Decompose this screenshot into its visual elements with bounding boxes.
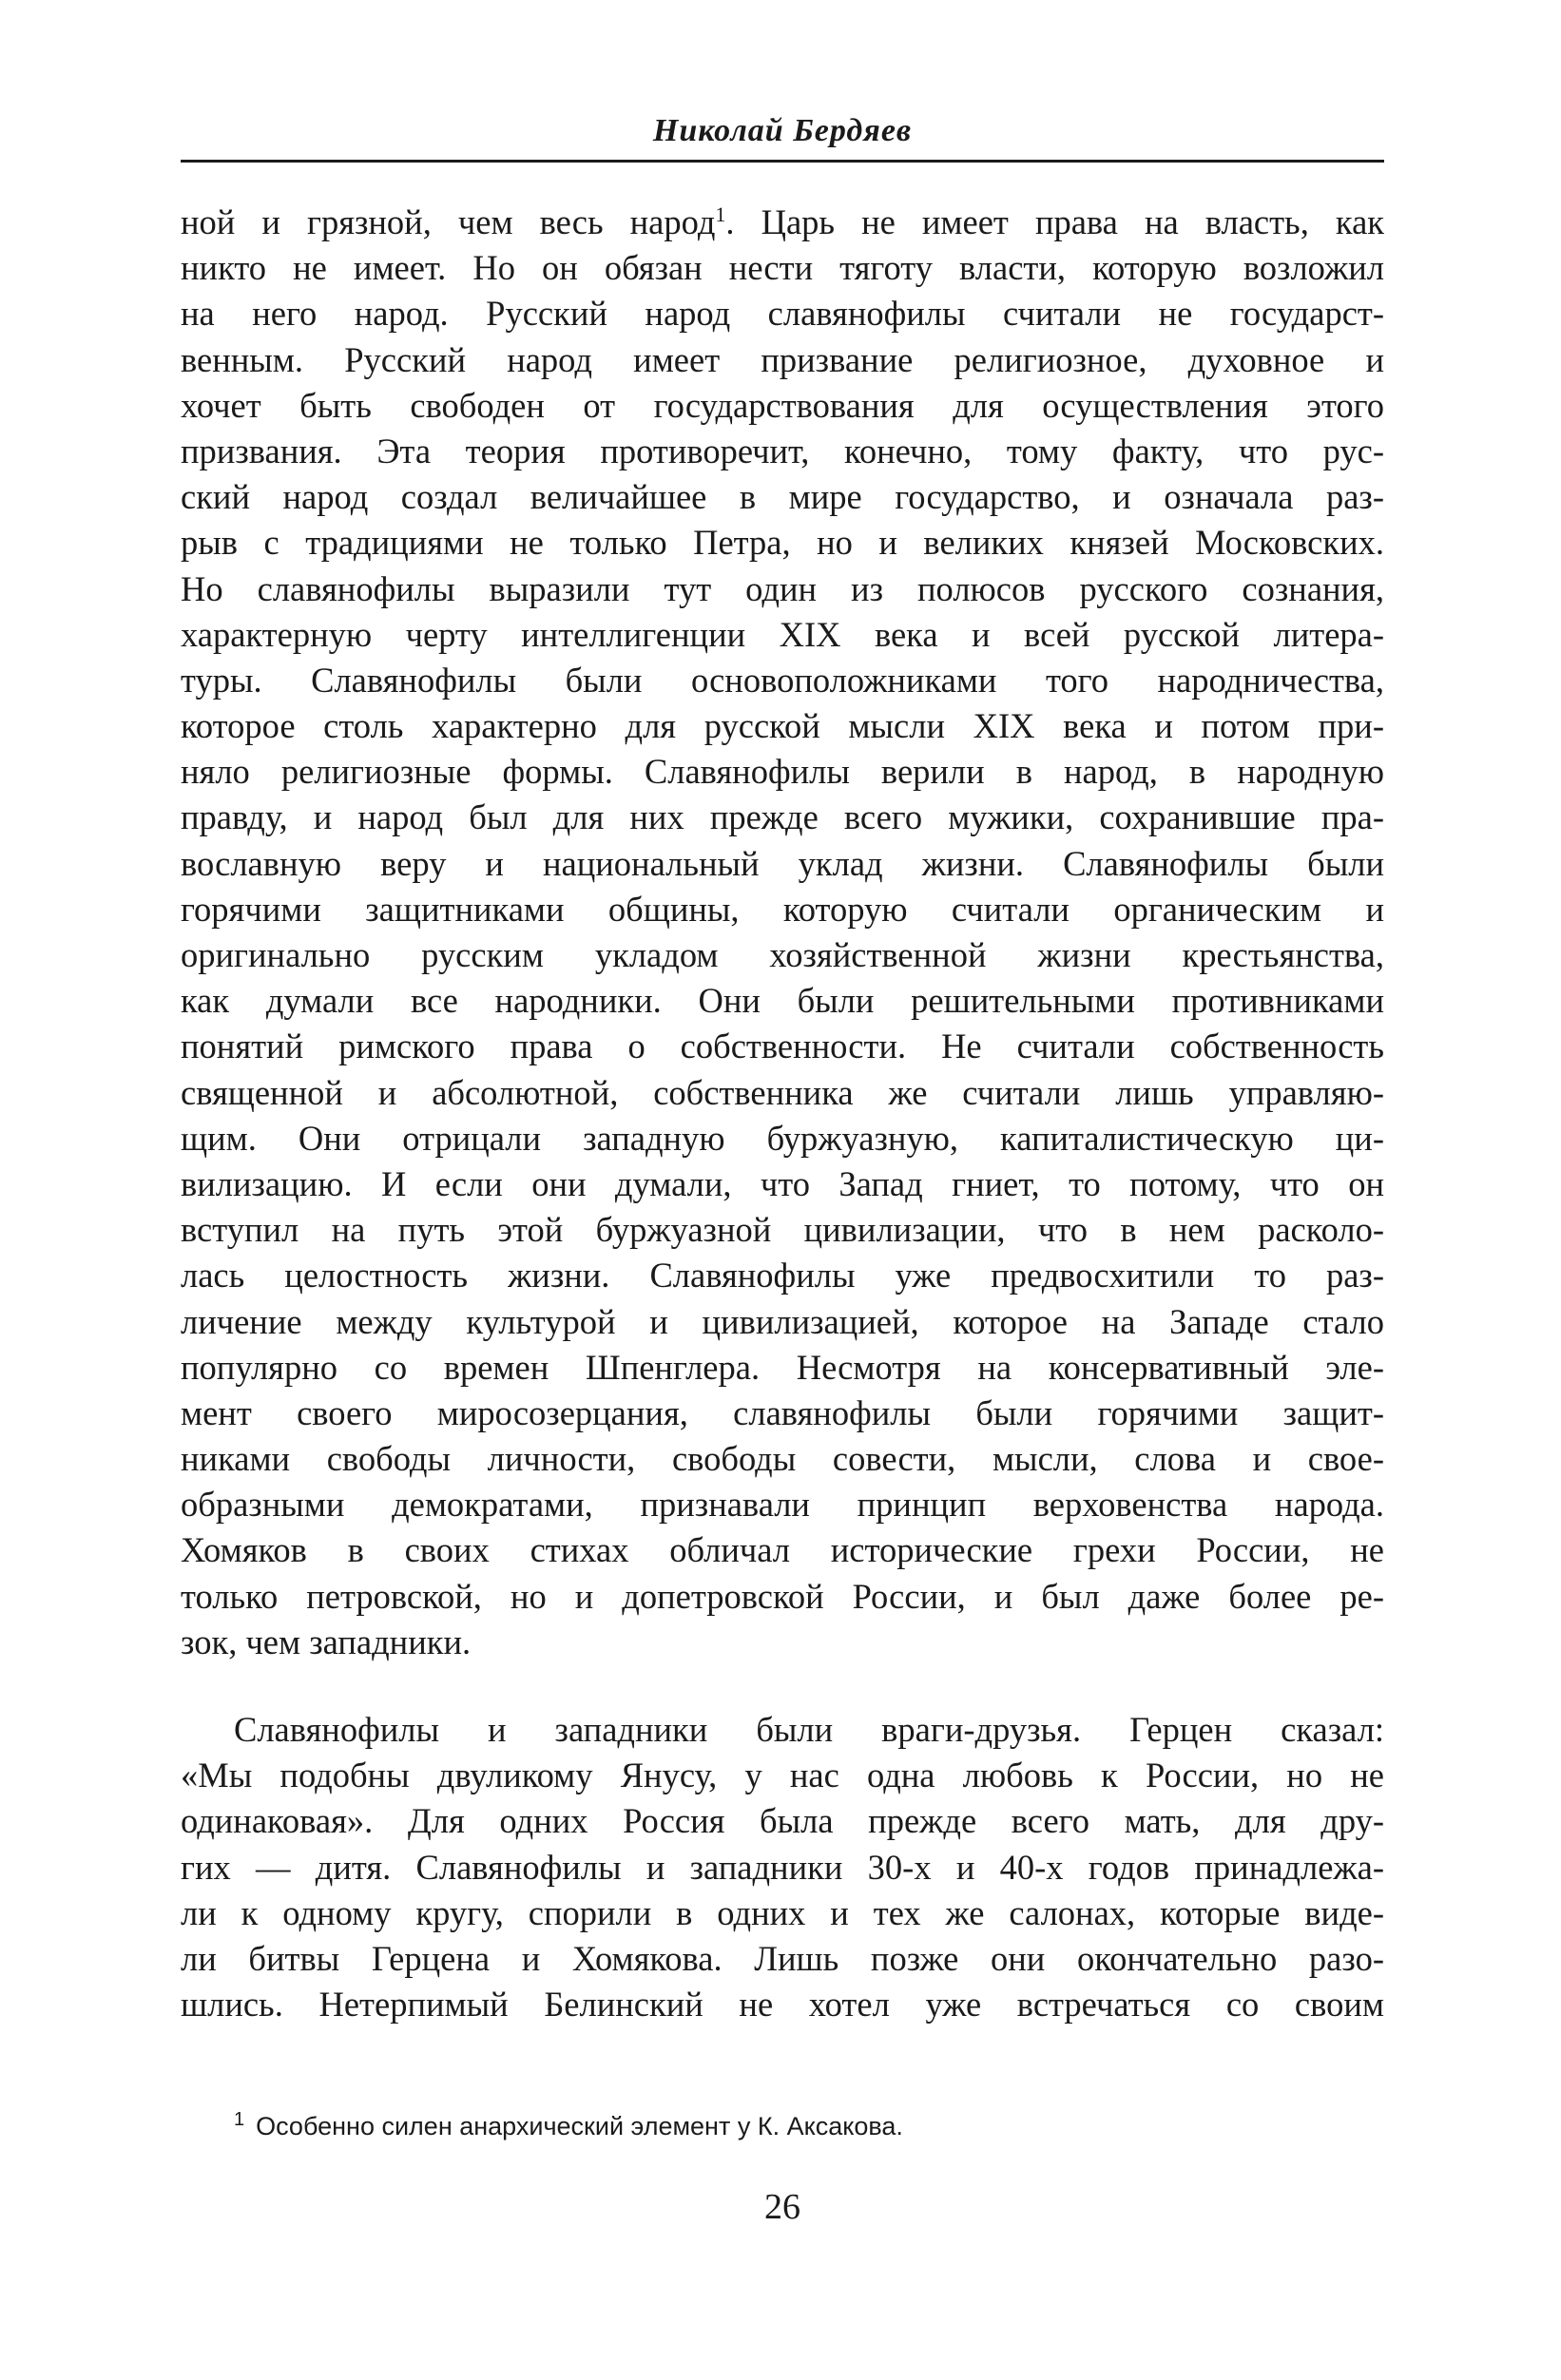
footnote-reference[interactable]: 1 (715, 202, 726, 226)
text-line: Хомяков в своих стихах обличал исторические грехи России, не (181, 1530, 1384, 1570)
text-line: мент своего миросозерцания, славянофилы были горячими защит- (181, 1392, 1384, 1432)
text-line: рыв с традициями не только Петра, но и великих князей Московских. (181, 523, 1384, 563)
text-line: «Мы подобны двуликому Янусу, у нас одна любовь к России, но не (181, 1756, 1384, 1795)
text-line: туры. Славянофилы были основоположниками того народничества, (181, 660, 1384, 700)
text-line: как думали все народники. Они были решительными противниками (181, 981, 1384, 1021)
text-line: понятий римского права о собственности. Не считали собственность (181, 1027, 1384, 1066)
page-number: 26 (764, 2187, 800, 2227)
footnote-text: Особенно силен анархический элемент у К. Аксакова. (256, 2112, 903, 2140)
text-line: щим. Они отрицали западную буржуазную, капиталистическую ци- (181, 1118, 1384, 1158)
text-line: ли к одному кругу, спорили в одних и тех же салонах, которые виде- (181, 1892, 1384, 1932)
main-text (181, 200, 1384, 2027)
text-line: только петровской, но и допетровской России, и был даже более ре- (181, 1576, 1384, 1616)
text-line: одинаковая». Для одних Россия была прежде всего мать, для дру- (181, 1801, 1384, 1841)
text-line: оригинально русским укладом хозяйственной жизни крестьянства, (181, 935, 1384, 974)
footnote: 1 Особенно силен анархический элемент у К. Аксакова. (234, 2109, 903, 2140)
text-line: никами свободы личности, свободы совести, мысли, слова и свое- (181, 1439, 1384, 1479)
text-line: призвания. Эта теория противоречит, конечно, тому факту, что рус- (181, 431, 1384, 470)
text-line-end: . Царь не имеет права на власть, как (725, 202, 1384, 241)
text-line: шлись. Нетерпимый Белинский не хотел уже встречаться со своим (181, 1985, 1384, 2025)
text-line: горячими защитниками общины, которую считали органическим и (181, 889, 1384, 929)
text-line: няло религиозные формы. Славянофилы верили в народ, в народную (181, 752, 1384, 792)
text-line (181, 200, 1384, 245)
text-line: правду, и народ был для них прежде всего мужики, сохранившие пра- (181, 797, 1384, 837)
text-line: Но славянофилы выразили тут один из полюсов русского сознания, (181, 568, 1384, 608)
text-line: вославную веру и национальный уклад жизни. Славянофилы были (181, 843, 1384, 883)
text-line: которое столь характерно для русской мысли XIX века и потом при- (181, 706, 1384, 746)
text-line: зок, чем западники. (181, 1622, 472, 1661)
text-line: ский народ создал величайшее в мире государство, и означала раз- (181, 477, 1384, 517)
text-line: священной и абсолютной, собственника же считали лишь управляю- (181, 1072, 1384, 1112)
text-line: никто не имеет. Но он обязан нести тяготу власти, которую возложил (181, 248, 1384, 288)
text-line: популярно со времен Шпенглера. Несмотря на консервативный эле- (181, 1347, 1384, 1387)
paragraph-2 (181, 1707, 1384, 2027)
text-line: характерную черту интеллигенции XIX века и всей русской литера- (181, 614, 1384, 654)
running-head-author: Николай Бердяев (652, 113, 913, 148)
text-line: гих — дитя. Славянофилы и западники 30-х и 40-х годов принадлежа- (181, 1847, 1384, 1887)
text-line: лась целостность жизни. Славянофилы уже предвосхитили то раз- (181, 1256, 1384, 1296)
text-line: венным. Русский народ имеет призвание религиозное, духовное и (181, 339, 1384, 379)
text-line: хочет быть свободен от государствования для осуществления этого (181, 385, 1384, 425)
text-line: образными демократами, признавали принцип верховенства народа. (181, 1485, 1384, 1525)
paragraph-spacer (181, 1665, 1384, 1707)
text-line: вступил на путь этой буржуазной цивилизации, что в нем расколо- (181, 1210, 1384, 1250)
paragraph-1 (181, 200, 1384, 1665)
text-line: на него народ. Русский народ славянофилы считали не государст- (181, 294, 1384, 334)
text-line: ли битвы Герцена и Хомякова. Лишь позже они окончательно разо- (181, 1938, 1384, 1978)
text-line: Славянофилы и западники были враги-друзья. Герцен сказал: (234, 1710, 1384, 1749)
text-line-start: ной и грязной, чем весь народ (181, 202, 716, 241)
text-line: вилизацию. И если они думали, что Запад гниет, то потому, что он (181, 1163, 1384, 1203)
text-line: личение между культурой и цивилизацией, которое на Западе стало (181, 1301, 1384, 1341)
header-rule (181, 160, 1384, 163)
